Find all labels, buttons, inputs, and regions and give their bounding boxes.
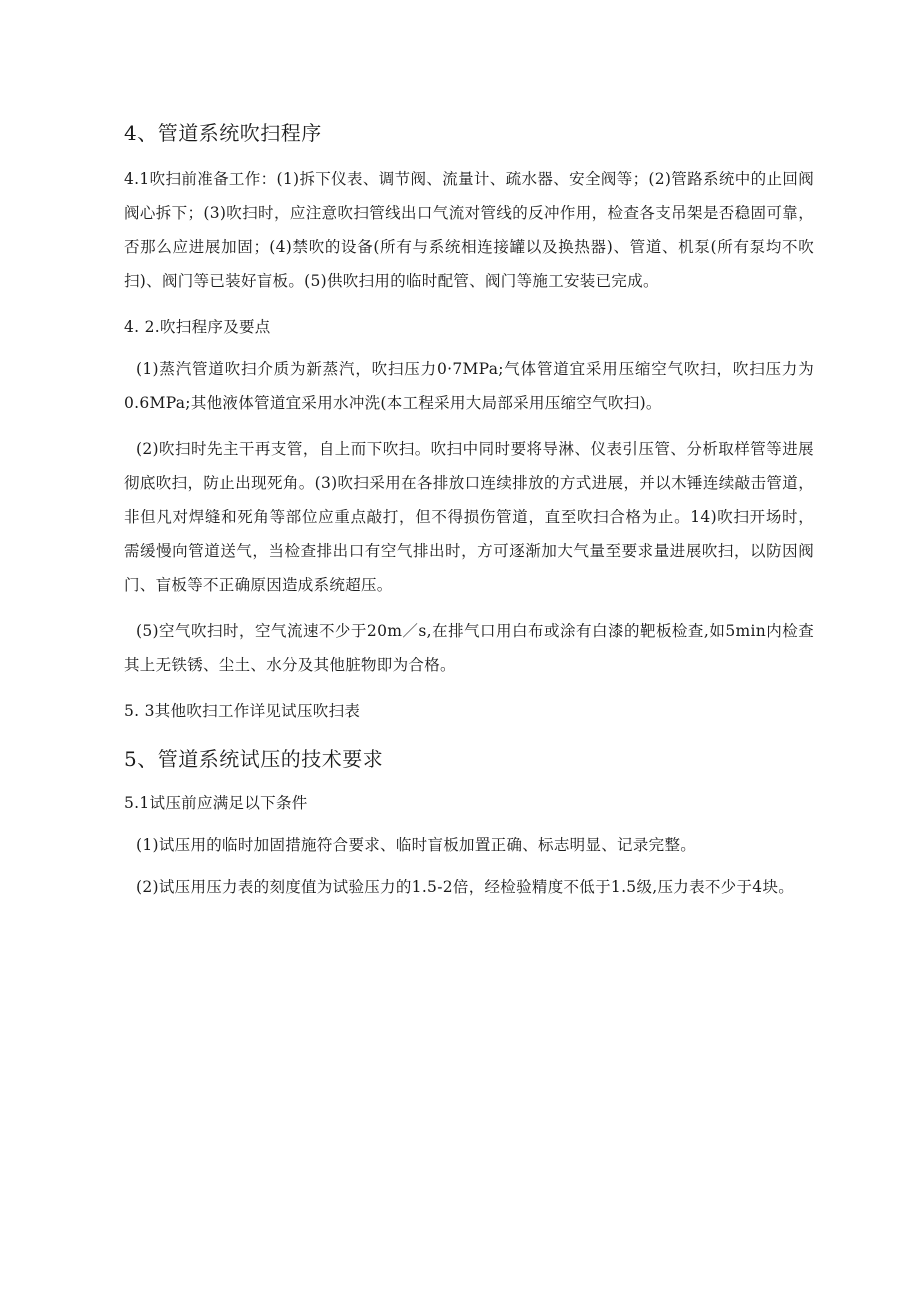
section-5-heading: 5、管道系统试压的技术要求 <box>124 747 384 771</box>
section-5-1-heading: 5.1试压前应满足以下条件 <box>124 794 308 812</box>
section-4-heading: 4、管道系统吹扫程序 <box>124 121 322 145</box>
section-4-2-item-1: (1)蒸汽管道吹扫介质为新蒸汽，吹扫压力0·7MPa;气体管道宜采用压缩空气吹扫，吹扫压力为0.6MPa;其他液体管道宜采用水冲洗(本工程采用大局部采用压缩空气吹扫)。 <box>124 360 814 412</box>
section-5-3-paragraph: 5. 3其他吹扫工作详见试压吹扫表 <box>124 702 361 720</box>
document-body <box>124 118 814 916</box>
section-4-2-heading: 4. 2.吹扫程序及要点 <box>124 318 271 336</box>
section-4-2-item-2-4: (2)吹扫时先主干再支管，自上而下吹扫。吹扫中同时要将导淋、仪表引压管、分析取样管等进展彻底吹扫，防止出现死角。(3)吹扫采用在各排放口连续排放的方式进展，并以木锤连续敲击管道，非但凡对焊缝和死角等部位应重点敲打，但不得损伤管道，直至吹扫合格为止。14)吹扫开场时，需缓慢向管道送气，当检查排出口有空气排出时，方可逐渐加大气量至要求量进展吹扫，以防因阀门、盲板等不正确原因造成系统超压。 <box>124 440 814 594</box>
section-5-1-item-1: (1)试压用的临时加固措施符合要求、临时盲板加置正确、标志明显、记录完整。 <box>136 836 697 854</box>
section-4-1-paragraph: 4.1吹扫前准备工作：(1)拆下仪表、调节阀、流量计、疏水器、安全阀等；(2)管路系统中的止回阀阀心拆下；(3)吹扫时，应注意吹扫管线出口气流对管线的反冲作用，检查各支吊架是否稳固可靠，否那么应进展加固；(4)禁吹的设备(所有与系统相连接罐以及换热器)、管道、机泵(所有泵均不吹扫)、阀门等已装好盲板。(5)供吹扫用的临时配管、阀门等施工安装已完成。 <box>124 170 814 290</box>
section-4-2-item-5: (5)空气吹扫时，空气流速不少于20m／s,在排气口用白布或涂有白漆的靶板检查,如5min内检查其上无铁锈、尘土、水分及其他脏物即为合格。 <box>124 622 814 674</box>
section-5-1-item-2: (2)试压用压力表的刻度值为试验压力的1.5-2倍，经检验精度不低于1.5级,压力表不少于4块。 <box>136 878 795 896</box>
